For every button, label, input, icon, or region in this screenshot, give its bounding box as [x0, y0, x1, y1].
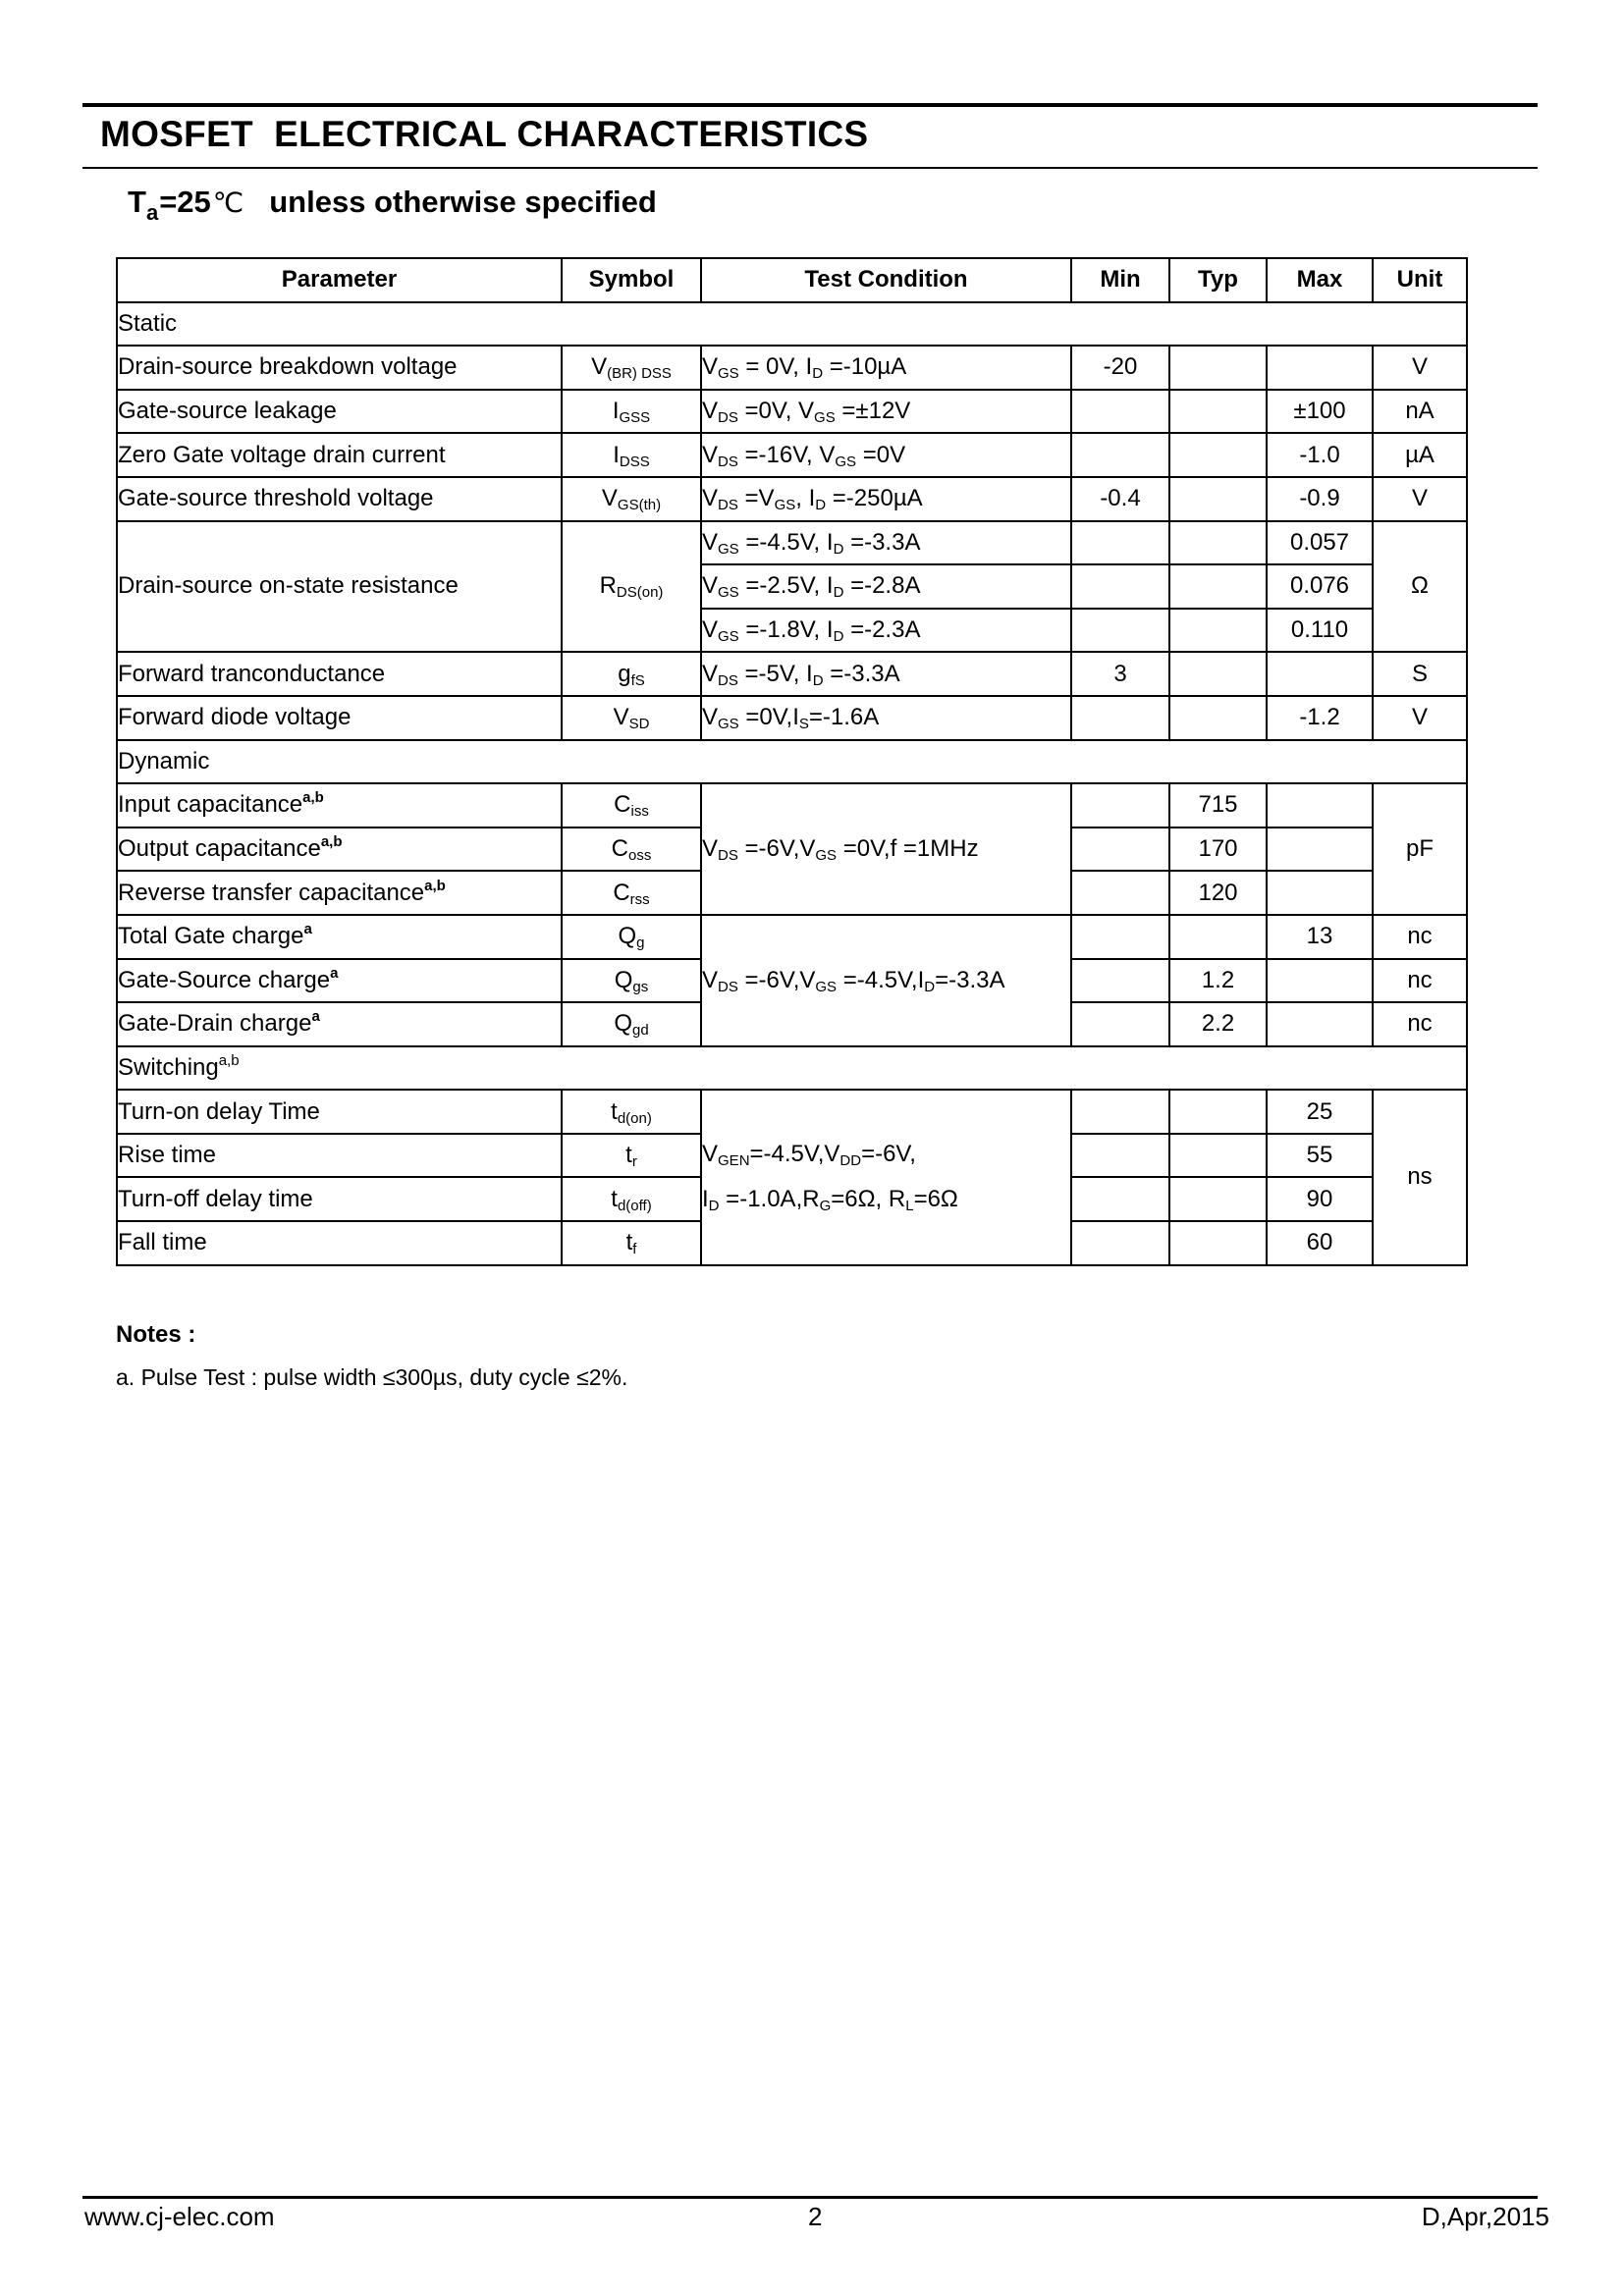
min-cell — [1071, 1090, 1169, 1134]
table-row — [117, 477, 1467, 521]
typ-cell: 715 — [1169, 783, 1267, 828]
unit-cell: pF — [1373, 783, 1467, 915]
header-min: Min — [1071, 258, 1169, 302]
page-title: MOSFET ELECTRICAL CHARACTERISTICS — [100, 114, 869, 154]
max-cell — [1267, 959, 1373, 1003]
unit-cell: V — [1373, 696, 1467, 740]
typ-cell — [1169, 696, 1267, 740]
unit-cell: V — [1373, 346, 1467, 390]
table-row — [117, 783, 1467, 828]
param-cell: Turn-on delay Time — [117, 1090, 562, 1134]
param-cell: Fall time — [117, 1221, 562, 1265]
min-cell — [1071, 828, 1169, 872]
typ-cell: 170 — [1169, 828, 1267, 872]
header-row — [117, 258, 1467, 302]
max-cell: -0.9 — [1267, 477, 1373, 521]
symbol-cell: $t_f$ — [562, 1221, 701, 1265]
header-test-condition: Test Condition — [701, 258, 1071, 302]
symbol-cell: $V_{SD}$ — [562, 696, 701, 740]
notes-heading: Notes : — [116, 1321, 196, 1348]
unit-cell: nc — [1373, 959, 1467, 1003]
param-cell: Gate-source threshold voltage — [117, 477, 562, 521]
symbol-cell: $C_{iss}$ — [562, 783, 701, 828]
param-cell: Drain-source on-state resistance — [117, 521, 562, 653]
param-cell: Drain-source breakdown voltage — [117, 346, 562, 390]
symbol-cell: $Q_g$ — [562, 915, 701, 959]
unit-cell: nA — [1373, 390, 1467, 434]
typ-cell — [1169, 1177, 1267, 1221]
max-cell: 55 — [1267, 1134, 1373, 1178]
header-parameter: Parameter — [117, 258, 562, 302]
unit-cell: V — [1373, 477, 1467, 521]
param-cell: Output capacitance$^{a,b}$ — [117, 828, 562, 872]
max-cell: 90 — [1267, 1177, 1373, 1221]
typ-cell — [1169, 1221, 1267, 1265]
typ-cell — [1169, 1090, 1267, 1134]
min-cell — [1071, 521, 1169, 565]
min-cell — [1071, 609, 1169, 653]
footer-website: www.cj-elec.com — [84, 2202, 275, 2231]
symbol-cell: $C_{rss}$ — [562, 871, 701, 915]
section-dynamic: Dynamic — [117, 740, 1467, 784]
condition-cell: $V_{GS} =0V,I_S=-1.6A$ — [701, 696, 1071, 740]
typ-cell: 2.2 — [1169, 1002, 1267, 1046]
max-cell: 0.110 — [1267, 609, 1373, 653]
max-cell: 0.076 — [1267, 564, 1373, 609]
typ-cell — [1169, 477, 1267, 521]
condition-cell: $V_{DS} =0V$, $V_{GS} =\pm 12V$ — [701, 390, 1071, 434]
note-a: a. Pulse Test : pulse width ≤300µs, duty cycle ≤2%. — [116, 1364, 628, 1390]
param-cell: Reverse transfer capacitance$^{a,b}$ — [117, 871, 562, 915]
symbol-cell: $t_r$ — [562, 1134, 701, 1178]
condition-cell: $V_{GS} =-2.5V$, $I_D =-2.8A$ — [701, 564, 1071, 609]
header-symbol: Symbol — [562, 258, 701, 302]
max-cell: ±100 — [1267, 390, 1373, 434]
min-cell: -0.4 — [1071, 477, 1169, 521]
table-row — [117, 390, 1467, 434]
header-max: Max — [1267, 258, 1373, 302]
max-cell — [1267, 1002, 1373, 1046]
unit-cell: S — [1373, 652, 1467, 696]
param-cell: Total Gate charge$^a$ — [117, 915, 562, 959]
symbol-cell: $t_{d(on)}$ — [562, 1090, 701, 1134]
min-cell — [1071, 433, 1169, 477]
unit-cell: ns — [1373, 1090, 1467, 1264]
table-row — [117, 696, 1467, 740]
section-static: Static — [117, 302, 1467, 347]
typ-cell — [1169, 652, 1267, 696]
min-cell — [1071, 959, 1169, 1003]
min-cell — [1071, 871, 1169, 915]
max-cell: -1.0 — [1267, 433, 1373, 477]
table-row — [117, 915, 1467, 959]
min-cell — [1071, 1221, 1169, 1265]
param-cell: Input capacitance$^{a,b}$ — [117, 783, 562, 828]
min-cell — [1071, 390, 1169, 434]
min-cell — [1071, 915, 1169, 959]
param-cell: Forward diode voltage — [117, 696, 562, 740]
typ-cell: 120 — [1169, 871, 1267, 915]
typ-cell — [1169, 564, 1267, 609]
min-cell — [1071, 1177, 1169, 1221]
typ-cell — [1169, 390, 1267, 434]
max-cell: 13 — [1267, 915, 1373, 959]
min-cell: -20 — [1071, 346, 1169, 390]
unit-cell: µA — [1373, 433, 1467, 477]
max-cell: 25 — [1267, 1090, 1373, 1134]
min-cell — [1071, 696, 1169, 740]
condition-cell: $V_{DS} =-6V,V_{GS} =-4.5V,I_D=-3.3A$ — [701, 915, 1071, 1046]
condition-cell: $V_{DS} =V_{GS}$, $I_D =-250\mu A$ — [701, 477, 1071, 521]
symbol-cell: $I_{DSS}$ — [562, 433, 701, 477]
typ-cell: 1.2 — [1169, 959, 1267, 1003]
condition-cell: $V_{DS} =-5V$, $I_D =-3.3A$ — [701, 652, 1071, 696]
param-cell: Rise time — [117, 1134, 562, 1178]
min-cell — [1071, 783, 1169, 828]
symbol-cell: $C_{oss}$ — [562, 828, 701, 872]
max-cell: 60 — [1267, 1221, 1373, 1265]
symbol-cell: $t_{d(off)}$ — [562, 1177, 701, 1221]
param-cell: Forward tranconductance — [117, 652, 562, 696]
param-cell: Gate-Source charge$^a$ — [117, 959, 562, 1003]
param-cell: Gate-Drain charge$^a$ — [117, 1002, 562, 1046]
section-switching: Switching$^{a,b}$ — [117, 1046, 1467, 1091]
condition-cell: $V_{DS} =-16V$, $V_{GS} =0V$ — [701, 433, 1071, 477]
table-row — [117, 433, 1467, 477]
condition-cell: $V_{DS} =-6V,V_{GS} =0V,f =1MHz$ — [701, 783, 1071, 915]
min-cell: 3 — [1071, 652, 1169, 696]
table-row — [117, 521, 1467, 565]
temperature-condition: $T_a=25℃$ unless otherwise specified — [128, 185, 657, 225]
typ-cell — [1169, 915, 1267, 959]
header-unit: Unit — [1373, 258, 1467, 302]
typ-cell — [1169, 609, 1267, 653]
footer-rule — [82, 2196, 1538, 2199]
max-cell — [1267, 346, 1373, 390]
min-cell — [1071, 1002, 1169, 1046]
typ-cell — [1169, 521, 1267, 565]
param-cell: Turn-off delay time — [117, 1177, 562, 1221]
min-cell — [1071, 564, 1169, 609]
symbol-cell: $V_{GS(th)}$ — [562, 477, 701, 521]
symbol-cell: $g_{fS}$ — [562, 652, 701, 696]
max-cell — [1267, 652, 1373, 696]
title-underline — [82, 167, 1538, 169]
typ-cell — [1169, 433, 1267, 477]
param-cell: Zero Gate voltage drain current — [117, 433, 562, 477]
header-typ: Typ — [1169, 258, 1267, 302]
table-row — [117, 652, 1467, 696]
footer-page-number: 2 — [808, 2202, 823, 2231]
max-cell — [1267, 828, 1373, 872]
unit-cell: nc — [1373, 915, 1467, 959]
condition-cell: $V_{GEN}=-4.5V,V_{DD}=-6V$, $I_D =-1.0A,R_G=6\Omega$, $R_L=6\Omega$ — [701, 1090, 1071, 1264]
symbol-cell: $Q_{gs}$ — [562, 959, 701, 1003]
footer-revision: D,Apr,2015 — [1421, 2202, 1549, 2231]
symbol-cell: $R_{DS(on)}$ — [562, 521, 701, 653]
table-row — [117, 1090, 1467, 1134]
max-cell: -1.2 — [1267, 696, 1373, 740]
min-cell — [1071, 1134, 1169, 1178]
max-cell — [1267, 871, 1373, 915]
condition-cell: $V_{GS} = 0V$, $I_D =-10\mu A$ — [701, 346, 1071, 390]
table-row — [117, 346, 1467, 390]
characteristics-table — [116, 257, 1468, 1266]
typ-cell — [1169, 1134, 1267, 1178]
condition-cell: $V_{GS} =-4.5V$, $I_D =-3.3A$ — [701, 521, 1071, 565]
symbol-cell: $V_{(BR) DSS}$ — [562, 346, 701, 390]
symbol-cell: $I_{GSS}$ — [562, 390, 701, 434]
condition-cell: $V_{GS} =-1.8V$, $I_D =-2.3A$ — [701, 609, 1071, 653]
symbol-cell: $Q_{gd}$ — [562, 1002, 701, 1046]
unit-cell: nc — [1373, 1002, 1467, 1046]
unit-cell: Ω — [1373, 521, 1467, 653]
max-cell — [1267, 783, 1373, 828]
param-cell: Gate-source leakage — [117, 390, 562, 434]
typ-cell — [1169, 346, 1267, 390]
top-rule — [82, 103, 1538, 107]
max-cell: 0.057 — [1267, 521, 1373, 565]
